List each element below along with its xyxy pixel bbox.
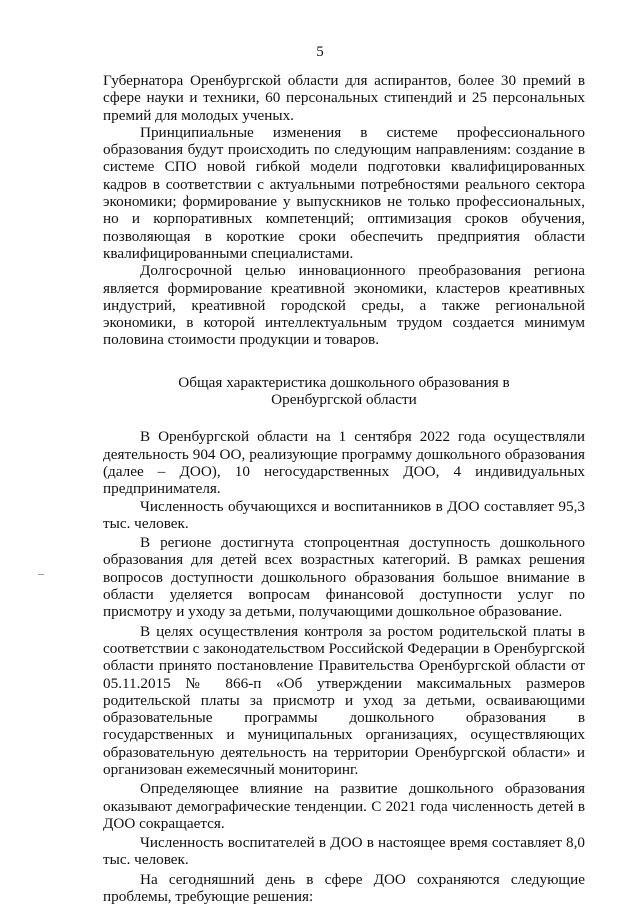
- paragraph-parental-fee: В целях осуществления контроля за ростом родительской платы в соответствии с законодательством Российской Федерации в Оренбургской области принято постановление Правительства Оренбургской области от 05.11.2015 № 866-п «Об утверждении максимальных размеров родительской платы за присмотр и уход за детьми, осваивающими образовательные программы дошкольного образования в государственных и муниципальных организациях, осуществляющих образовательную деятельность на территории Оренбургской области» и организован ежемесячный мониторинг.: [103, 622, 585, 778]
- section-heading-line-2: Оренбургской области: [271, 391, 417, 409]
- scan-edge-mark: [38, 574, 44, 575]
- paragraph-demographics: Определяющее влияние на развитие дошкольного образования оказывают демографические тенденции. С 2021 года численность детей в ДОО сокращается.: [103, 780, 585, 832]
- paragraph-creative-economy: Долгосрочной целью инновационного преобразования региона является формирование креативной экономики, кластеров креативных индустрий, креативной городской среды, а также региональной экономики, в которой интеллектуальным трудом создается минимум половина стоимости продукции и товаров.: [103, 262, 585, 349]
- paragraph-accessibility: В регионе достигнута стопроцентная доступность дошкольного образования для детей всех возрастных категорий. В рамках решения вопросов доступности дошкольного образования большое внимание в области уделяется вопросам финансовой доступности услуг по присмотру и уходу за детьми, получающими дошкольное образование.: [103, 534, 585, 621]
- paragraph-scholarships: Губернатора Оренбургской области для аспирантов, более 30 премий в сфере науки и техники, 60 персональных стипендий и 25 персональных премий для молодых ученых.: [103, 72, 585, 124]
- page-number: 5: [316, 44, 324, 60]
- section-heading-line-1: Общая характеристика дошкольного образования в: [178, 373, 510, 391]
- paragraph-problems-intro: На сегодняшний день в сфере ДОО сохраняются следующие проблемы, требующие решения:: [103, 870, 585, 905]
- section-heading: [103, 374, 585, 409]
- paragraph-pupils-count: Численность обучающихся и воспитанников в ДОО составляет 95,3 тыс. человек.: [103, 497, 585, 532]
- paragraph-teachers-count: Численность воспитателей в ДОО в настоящее время составляет 8,0 тыс. человек.: [103, 834, 585, 869]
- paragraph-organizations-count: В Оренбургской области на 1 сентября 2022 года осуществляли деятельность 904 ОО, реализующие программу дошкольного образования (далее – ДОО), 10 негосударственных ДОО, 4 индивидуальных предпринимателя.: [103, 428, 585, 498]
- document-body: [103, 72, 585, 905]
- paragraph-vocational-changes: Принципиальные изменения в системе профессионального образования будут происходить по следующим направлениям: создание в системе СПО новой гибкой модели подготовки квалифицированных кадров в соответствии с актуальными потребностями реального сектора экономики; формирование у выпускников не только профессиональных, но и корпоративных компетенций; оптимизация сроков обучения, позволяющая в короткие сроки обеспечить предприятия области квалифицированными специалистами.: [103, 123, 585, 262]
